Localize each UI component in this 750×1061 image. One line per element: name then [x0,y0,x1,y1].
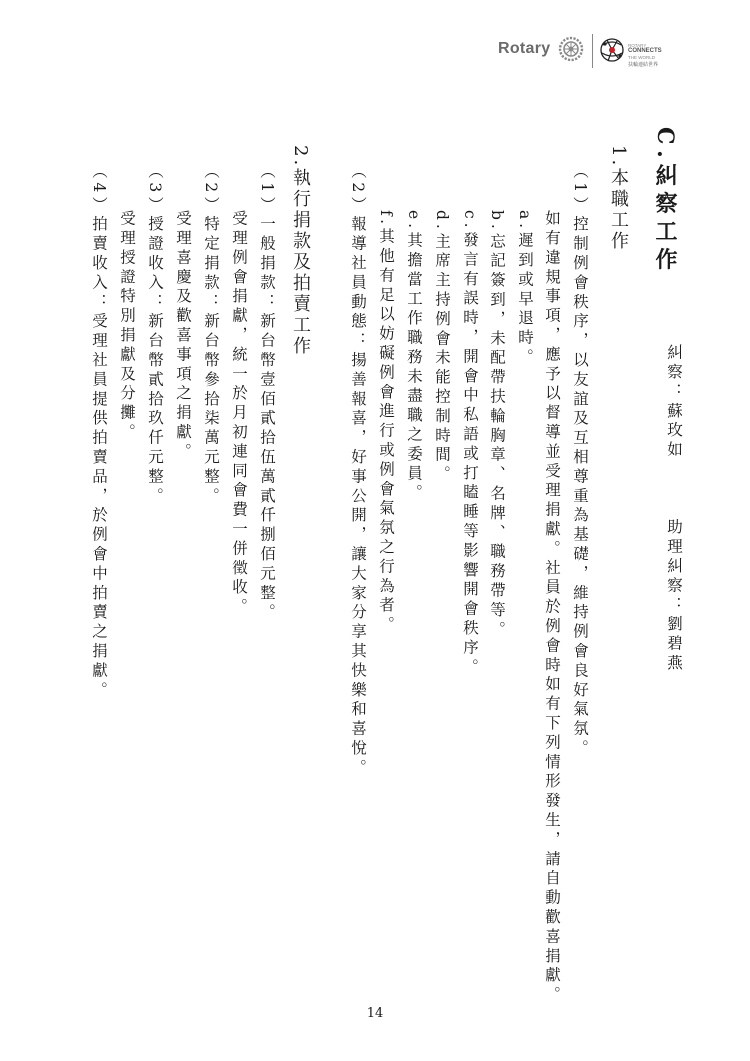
logo-line-rotary: ROTARY [628,43,647,48]
duty-sub-f: f.其他有足以妨礙例會進行或例會氣氛之行為者。 [377,210,395,636]
logo-line-connects: CONNECTS [628,48,662,54]
duty-sub-e: e.其擔當工作職務未盡職之委員。 [405,210,423,504]
donation-item-1-title: （1）一般捐款：新台幣壹佰貳拾伍萬貳仟捌佰元整。 [258,163,276,623]
logo-line-world: THE WORLD [628,55,655,60]
logo-divider [592,34,593,68]
donation-item-3-desc: 受理授證特別捐獻及分攤。 [118,210,136,443]
duty-sub-b: b.忘記簽到，未配帶扶輪胸章、名牌、職務帶等。 [488,210,506,641]
donation-item-2-title: （2）特定捐款：新台幣參拾柒萬元整。 [202,163,220,507]
duty-sub-c: c.發言有誤時，開會中私語或打瞌睡等影響開會秩序。 [461,210,479,678]
rotary-wheel-icon [558,36,584,62]
logo-line-chinese: 扶輪連結世界 [628,62,659,68]
page-number: 14 [366,1006,384,1021]
donation-item-1-desc: 受理例會捐獻，統一於月初連同會費一併徵收。 [230,210,248,618]
duty-sub-a: a.遲到或早退時。 [516,210,534,368]
duty-item-2: （2）報導社員動態：揚善報喜，好事公開，讓大家分享其快樂和喜悅。 [349,163,367,779]
section-heading: C.糾察工作 [652,127,678,276]
donation-item-3-title: （3）授證收入：新台幣貳拾玖仟元整。 [146,163,164,507]
donation-item-2-desc: 受理喜慶及歡喜事項之捐獻。 [174,210,192,463]
rotary-logo [498,34,688,74]
donations-heading: 2.執行捐款及拍賣工作 [290,145,311,358]
globe-icon [598,35,626,65]
duty-item-1-title: （1）控制例會秩序，以友誼及互相尊重為基礎，維持例會良好氣氛。 [571,163,589,759]
rotary-wordmark: Rotary [498,40,551,57]
duty-sub-d: d.主席主持例會未能控制時間。 [433,210,451,485]
donation-item-4-title: （4）拍賣收入：受理社員提供拍賣品，於例會中拍賣之捐獻。 [90,163,108,701]
duties-heading: 1.本職工作 [608,145,629,253]
section-officers: 糾察：蘇玫如 助理糾察：劉碧燕 [665,344,683,674]
duty-item-1-desc: 如有違規事項，應予以督導並受理捐獻。社員於例會時如有下列情形發生，請自動歡喜捐獻。 [543,210,561,1006]
